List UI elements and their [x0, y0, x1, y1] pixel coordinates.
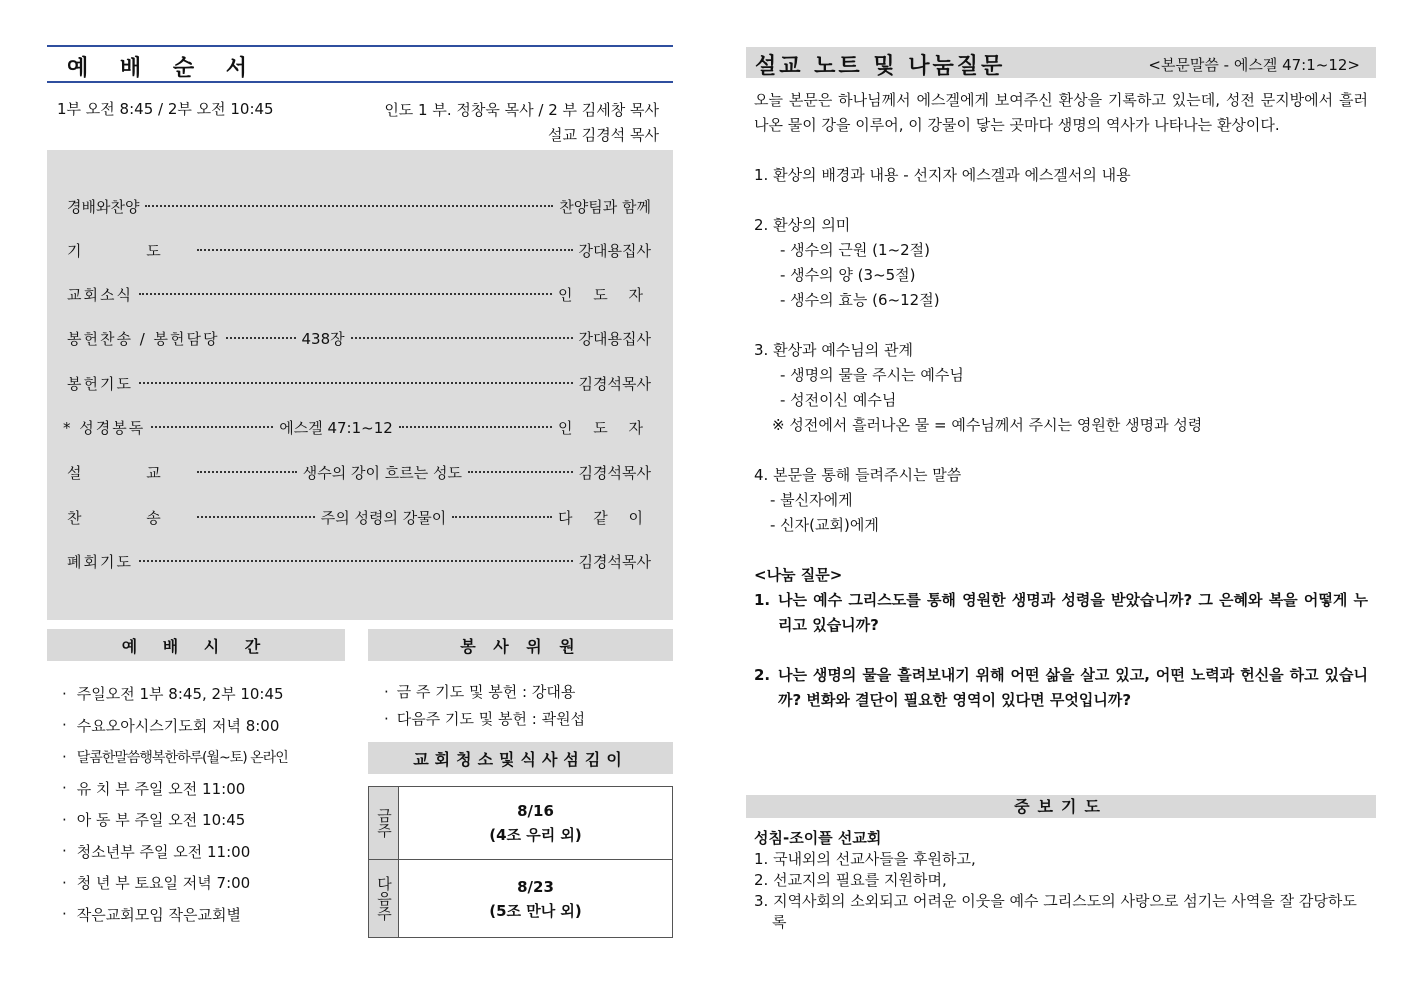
list-item: · 아 동 부 주일 오전 10:45: [62, 810, 246, 830]
cleaning-table: [368, 786, 673, 938]
order-header: [47, 45, 673, 83]
prayer-item: 2. 선교지의 필요를 지원하며,: [754, 871, 947, 889]
order-row: [67, 549, 651, 573]
order-box: [47, 150, 673, 620]
prayer-header: 중보기도: [746, 795, 1376, 818]
list-item: · 주일오전 1부 8:45, 2부 10:45: [62, 684, 284, 704]
point-3-note: ※ 성전에서 흘러나온 물 = 예수님께서 주시는 영원한 생명과 성령: [772, 416, 1203, 434]
point-3: 3. 환상과 예수님의 관계: [754, 341, 914, 359]
order-row-right: 김경석목사: [578, 374, 651, 393]
point-2-sub: - 생수의 양 (3~5절): [780, 266, 916, 284]
order-row-label: 설 교: [67, 463, 191, 482]
sharing-title: <나눔 질문>: [754, 566, 843, 584]
point-4-sub: - 불신자에게: [770, 491, 853, 509]
prayer-content: [754, 828, 1368, 933]
order-row-label: 찬 송: [67, 508, 191, 527]
order-row: [67, 282, 651, 306]
prayer-item: 3. 지역사회의 소외되고 어려운 이웃을 예수 그리스도의 사랑으로 섬기는 사역을 잘 감당하도록: [754, 892, 1357, 931]
list-item: · 작은교회모임 작은교회별: [62, 905, 241, 924]
sharing-question: 1. 나는 예수 그리스도를 통해 영원한 생명과 성령을 받았습니까? 그 은혜와 복을 어떻게 누리고 있습니까?: [754, 591, 1368, 634]
order-row-right: 인 도 자: [557, 285, 651, 304]
cleaning-cell: 8/23 (5조 만나 외): [399, 860, 673, 938]
cleaning-header: 교회청소및식사섬김이: [368, 742, 673, 774]
point-1: 1. 환상의 배경과 내용 - 선지자 에스겔과 에스겔서의 내용: [754, 166, 1131, 184]
order-row-label: 폐회기도: [67, 552, 133, 571]
list-item: · 다음주 기도 및 봉헌 : 곽원섭: [384, 709, 586, 728]
list-item: · 유 치 부 주일 오전 11:00: [62, 779, 246, 798]
cleaning-cell: 8/16 (4조 우리 외): [399, 787, 673, 860]
table-row: [369, 787, 673, 860]
order-row-label: * 성경봉독: [63, 418, 146, 437]
sermon-title: 설교 노트 및 나눔질문: [755, 54, 1006, 79]
leaders-line-1: 인도 1 부. 정창욱 목사 / 2 부 김세창 목사: [384, 101, 659, 119]
order-row: [67, 460, 651, 484]
list-item: · 청소년부 주일 오전 11:00: [62, 842, 251, 861]
prayer-org: 성침-조이플 선교회: [754, 829, 882, 847]
order-row-right: 강대용집사: [578, 241, 651, 260]
point-4: 4. 본문을 통해 들려주시는 말씀: [754, 466, 962, 484]
order-row-label: 기 도: [67, 241, 191, 260]
point-2: 2. 환상의 의미: [754, 216, 851, 234]
order-row-right: 김경석목사: [578, 552, 651, 571]
order-row-right: 다 같 이: [557, 508, 651, 527]
schedule-list: [62, 678, 288, 930]
sharing-question: 2. 나는 생명의 물을 흘려보내기 위해 어떤 삶을 살고 있고, 어떤 노력과 헌신을 하고 있습니까? 변화와 결단이 필요한 영역이 있다면 무엇입니까?: [754, 666, 1368, 709]
order-row-label: 봉헌찬송 / 봉헌담당: [67, 329, 220, 348]
sermon-reference: <본문말씀 - 에스겔 47:1~12>: [1148, 56, 1360, 74]
order-row-label: 봉헌기도: [67, 374, 133, 393]
order-row: [67, 238, 651, 262]
service-leaders: [384, 98, 659, 148]
volunteers-header: 봉 사 위 원: [368, 629, 673, 661]
schedule-header: 예 배 시 간: [47, 629, 345, 661]
volunteers-list: [384, 678, 585, 732]
list-item: · 청 년 부 토요일 저녁 7:00: [62, 873, 251, 893]
order-row: [63, 415, 651, 439]
order-row-right: 김경석목사: [578, 463, 651, 482]
sermon-content: [754, 88, 1368, 713]
list-item: · 수요오아시스기도회 저녁 8:00: [62, 716, 280, 735]
order-row-right: 인 도 자: [557, 418, 651, 437]
order-row: [67, 326, 651, 350]
order-row-middle: 에스겔 47:1~12: [279, 418, 393, 437]
week-cell: 다음주: [369, 860, 399, 938]
point-2-sub: - 생수의 효능 (6~12절): [780, 291, 940, 309]
order-row: [67, 505, 651, 529]
order-title: 예 배 순 서: [67, 56, 259, 81]
service-times: 1부 오전 8:45 / 2부 오전 10:45: [57, 100, 274, 118]
order-row-right: 찬양팀과 함께: [559, 197, 651, 216]
order-row: [67, 371, 651, 395]
sermon-intro: 오늘 본문은 하나님께서 에스겔에게 보여주신 환상을 기록하고 있는데, 성전 문지방에서 흘러나온 물이 강을 이루어, 이 강물이 닿는 곳마다 생명의 역사가 나타나는 환상이다.: [754, 91, 1368, 134]
prayer-item: 1. 국내외의 선교사들을 후원하고,: [754, 850, 976, 868]
point-4-sub: - 신자(교회)에게: [770, 516, 879, 534]
order-row-middle: 생수의 강이 흐르는 성도: [302, 463, 462, 482]
point-3-sub: - 생명의 물을 주시는 예수님: [780, 366, 964, 384]
order-row-label: 교회소식: [67, 285, 133, 304]
table-row: [369, 860, 673, 938]
list-item: · 달콤한말씀행복한하루(월~토) 온라인: [62, 747, 288, 766]
order-row-middle: 주의 성령의 강물이: [320, 508, 447, 527]
list-item: · 금 주 기도 및 봉헌 : 강대용: [384, 682, 576, 701]
point-3-sub: - 성전이신 예수님: [780, 391, 897, 409]
order-row: [67, 194, 651, 218]
point-2-sub: - 생수의 근원 (1~2절): [780, 241, 931, 259]
order-row-label: 경배와찬양: [67, 197, 140, 216]
order-row-right: 강대용집사: [578, 329, 651, 348]
week-cell: 금주: [369, 787, 399, 860]
leaders-line-2: 설교 김경석 목사: [548, 126, 659, 144]
sermon-header: [746, 47, 1376, 78]
order-row-middle: 438장: [301, 329, 345, 348]
